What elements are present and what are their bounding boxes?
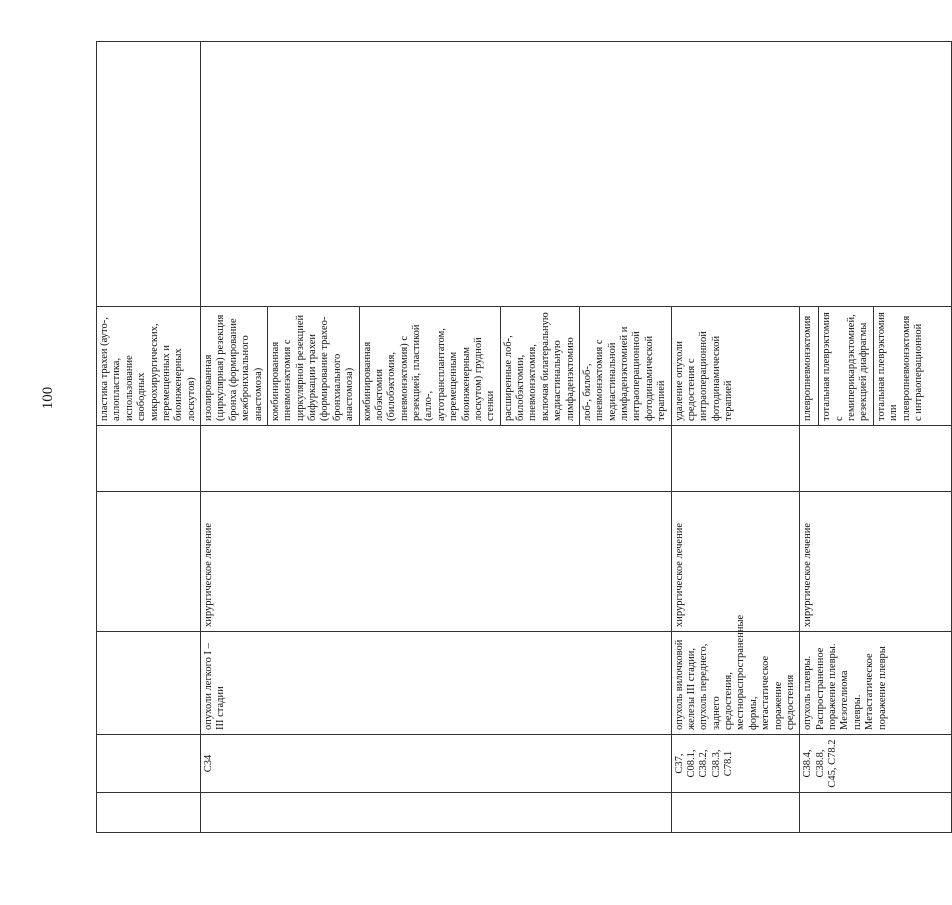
blank-col-cell [800, 793, 952, 833]
blank-col-cell [97, 42, 201, 307]
treatment-cell: хирургическое лечение [800, 492, 952, 632]
diagnosis-cell: опухоли легкого I – III стадии [201, 632, 672, 735]
blank-col-cell [201, 793, 672, 833]
diagnosis-cell: опухоль вилочковой железы III стадии, опухоль переднего, заднего средостения, местнораспространенные формы, метастатическое поражение средостения [671, 632, 800, 735]
code-cell: C38.4, C38.8, C45, C78.2 [800, 735, 952, 793]
code-cell: C34 [201, 735, 672, 793]
method-cell: тотальная плеврэктомия с гемиперикардэктомией, резекцией диафрагмы [819, 307, 874, 426]
blank-col-cell [97, 793, 201, 833]
table-row [97, 42, 201, 833]
code-cell: C37, C08.1, C38.2, C38.3, C78.1 [671, 735, 800, 793]
blank-col-cell [671, 793, 800, 833]
method-cell: тотальная плеврэктомия или плевропневмонэктомия с интраоперационной [873, 307, 951, 426]
treatment-cell: хирургическое лечение [201, 492, 672, 632]
method-cell: комбинированная пневмонэктомия с циркулярной резекцией бифуркации трахеи (формирование трахео-бронхиального анастомоза) [267, 307, 359, 426]
code-cell [97, 735, 201, 793]
method-cell: плевропневмонэктомия [800, 307, 819, 426]
blank-col-cell [800, 426, 952, 492]
treatment-cell: хирургическое лечение [671, 492, 800, 632]
method-cell: удаление опухоли средостения с интраоперационной фотодинамической терапией [671, 307, 800, 426]
diagnosis-cell [97, 632, 201, 735]
blank-col-cell [201, 426, 672, 492]
blank-col-cell [671, 426, 800, 492]
method-cell: лоб-, билоб-, пневмонэктомия с медиастинальной лимфаденэктомией и интраоперационной фотодинамической терапией [579, 307, 671, 426]
blank-col-cell [97, 426, 201, 492]
blank-col-cell [201, 42, 952, 307]
page-number: 100 [40, 386, 56, 410]
method-cell: расширенные лоб-, билобэктомии, пневмонэктомия, включая билатеральную медиастинальную лимфаденэктомию [500, 307, 579, 426]
method-cell: пластика трахеи (ауто-, аллопластика, использование свободных микрохирургических, перемещенных и биоинженерных лоскутов) [97, 307, 201, 426]
rotated-table-container [96, 42, 924, 833]
treatment-cell [97, 492, 201, 632]
diagnosis-cell: опухоль плевры. Распространенное поражение плевры. Мезотелиома плевры. Метастатическое поражение плевры [800, 632, 952, 735]
treatment-table [96, 41, 952, 833]
table-row [201, 42, 268, 833]
method-cell: комбинированная лобэктомия (билобэктомия, пневмонэктомия) с резекцией, пластикой (алло-, аутотрансплантатом, перемещенным биоинженерным лоскутом) грудной стенки [359, 307, 500, 426]
method-cell: изолированная (циркулярная) резекция бронха (формирование межбронхиального анастомоза) [201, 307, 268, 426]
